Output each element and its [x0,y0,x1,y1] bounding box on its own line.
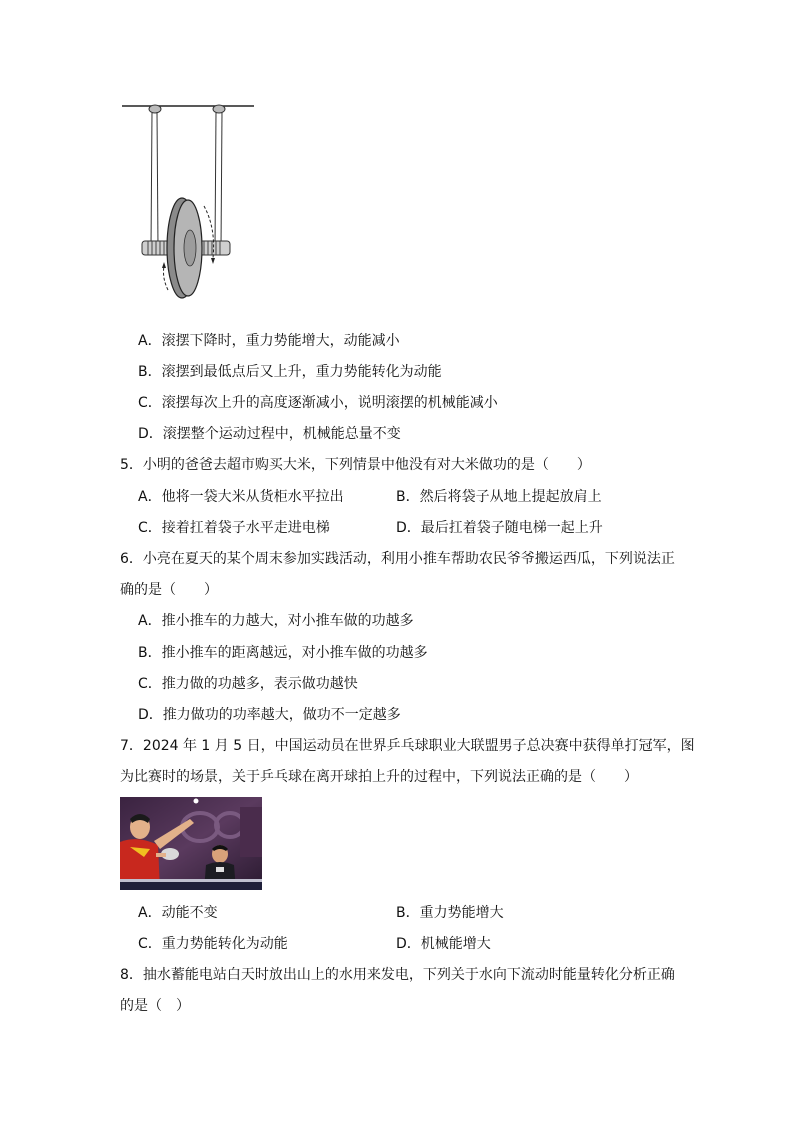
q6-option-d: D．推力做功的功率越大，做功不一定越多 [138,707,401,723]
q8-stem-line2: 的是（ ） [120,998,190,1014]
q7-stem-line2: 为比赛时的场景，关于乒乓球在离开球拍上升的过程中，下列说法正确的是（ ） [120,769,638,785]
q5-stem: 5．小明的爸爸去超市购买大米，下列情景中他没有对大米做功的是（ ） [120,457,591,473]
q6-option-a: A．推小推车的力越大，对小推车做的功越多 [138,613,414,629]
q7-option-a: A．动能不变 [138,905,218,921]
q7-option-d: D．机械能增大 [396,936,491,952]
q5-option-b: B．然后将袋子从地上提起放肩上 [396,489,602,505]
q4-option-a: A．滚摆下降时，重力势能增大，动能减小 [138,333,400,349]
q5-option-d: D．最后扛着袋子随电梯一起上升 [396,520,603,536]
q6-option-c: C．推力做的功越多，表示做功越快 [138,676,358,692]
q6-option-b: B．推小推车的距离越远，对小推车做的功越多 [138,645,428,661]
q5-option-c: C．接着扛着袋子水平走进电梯 [138,520,330,536]
q7-option-b: B．重力势能增大 [396,905,504,921]
q4-option-d: D．滚摆整个运动过程中，机械能总量不变 [138,426,401,442]
q7-option-c: C．重力势能转化为动能 [138,936,288,952]
q4-option-c: C．滚摆每次上升的高度逐渐减小，说明滚摆的机械能减小 [138,395,498,411]
q5-option-a: A．他将一袋大米从货柜水平拉出 [138,489,344,505]
q4-option-b: B．滚摆到最低点后又上升，重力势能转化为动能 [138,364,442,380]
q8-stem-line1: 8．抽水蓄能电站白天时放出山上的水用来发电，下列关于水向下流动时能量转化分析正确 [120,967,675,983]
q7-stem-line1: 7．2024 年 1 月 5 日，中国运动员在世界乒乓球职业大联盟男子总决赛中获得单打冠军，图 [120,738,695,754]
rolling-pendulum-figure [118,98,258,313]
table-tennis-photo [120,797,262,890]
q6-stem-line2: 确的是（ ） [120,582,218,598]
q6-stem-line1: 6．小亮在夏天的某个周末参加实践活动，利用小推车帮助农民爷爷搬运西瓜，下列说法正 [120,551,675,567]
